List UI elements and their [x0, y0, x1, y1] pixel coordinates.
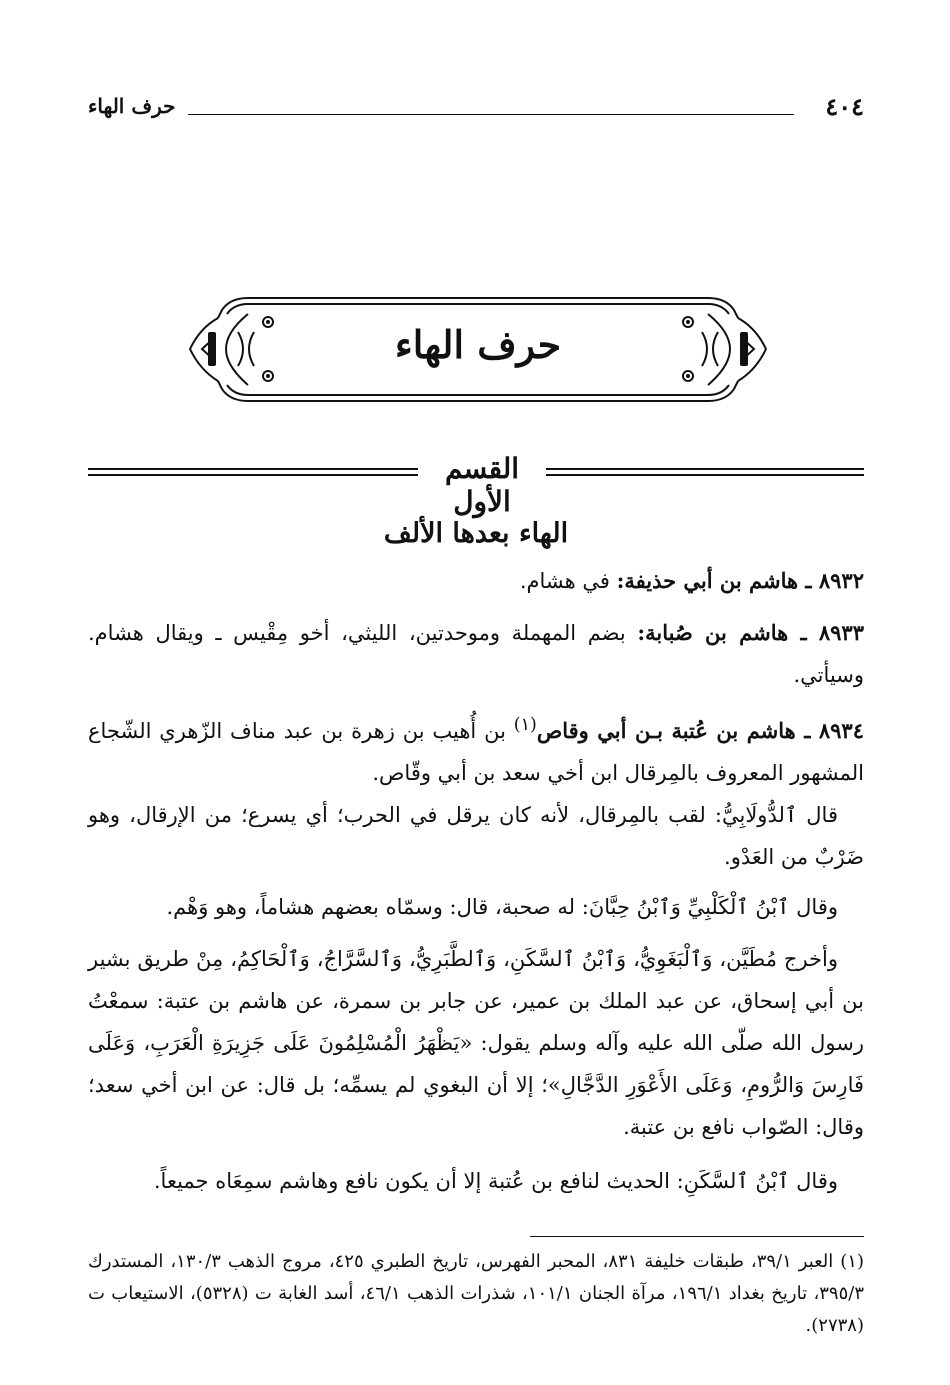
- footnote-rule: [530, 1236, 864, 1237]
- entry-lead: ٨٩٣٤ ـ هاشم بن عُتبة بـن أبي وقاص: [536, 718, 864, 743]
- section-rule-right: [546, 468, 864, 476]
- entry-lead: ٨٩٣٣ ـ هاشم بن صُبابة:: [637, 620, 864, 645]
- section-header: [88, 452, 864, 518]
- subheading: الهاء بعدها الألف: [383, 518, 569, 549]
- entry-text: بن أُهيب بن زهرة بن عبد مناف الزّهري الشّجاع المشهور المعروف بالمِرقال ابن أخي سعد بن أبي وقّاص.: [88, 719, 864, 785]
- running-header: [88, 92, 864, 122]
- running-title: حرف الهاء: [88, 94, 176, 118]
- section-rule-left: [88, 468, 418, 476]
- paragraph: وأخرج مُطَيَّن، وَٱلْبَغَوِيُّ، وَٱبْنُ ٱلسَّكَنِ، وَٱلطَّبَرِيُّ، وَٱلسَّرَّاجُ، وَٱلْحَاكِمُ، مِنْ طريق بشير بن أبي إسحاق، عن عبد الملك بن عمير، عن جابر بن سمرة، عن هاشم بن عتبة: سمعْتُ رسول الله صلّى الله عليه وآله وسلم يقول: «يَظْهَرُ الْمُسْلِمُونَ عَلَى جَزِيرَةِ الْعَرَبِ، وَعَلَى فَارِسَ وَالرُّومِ، وَعَلَى الأَعْوَرِ الدَّجَّالِ»؛ إلا أن البغوي لم يسمِّه؛ بل قال: عن ابن أخي سعد؛ وقال: الصّواب نافع بن عتبة.: [88, 947, 864, 1139]
- header-rule: [188, 114, 794, 115]
- page-number: ٤٠٤: [825, 92, 864, 121]
- entry-lead: ٨٩٣٢ ـ هاشم بن أبي حذيفة:: [616, 568, 864, 593]
- paragraph: وقال ٱبْنُ ٱلْكَلْبِيِّ وَٱبْنُ حِبَّانَ: له صحبة، قال: وسمّاه بعضهم هشاماً، وهو وَهْم.: [166, 895, 838, 919]
- chapter-title: حرف الهاء: [394, 322, 562, 367]
- footnote-ref: (١): [513, 715, 537, 735]
- entry-8934: [88, 704, 864, 794]
- entry-text: في هشام.: [519, 569, 617, 593]
- chapter-title-frame: [178, 292, 778, 407]
- paragraph: وقال ٱبْنُ ٱلسَّكَنِ: الحديث لنافع بن عُتبة إلا أن يكون نافع وهاشم سمِعَاه جميعاً.: [153, 1169, 838, 1193]
- paragraph: قال ٱلدُّولَابِيُّ: لقب بالمِرقال، لأنه كان يرقل في الحرب؛ أي يسرع؛ من الإرقال، وهو ضَرْبٌ من العَدْو.: [88, 803, 864, 869]
- entry-text: بضم المهملة وموحدتين، الليثي، أخو مِقْيس ـ ويقال هشام. وسيأتي.: [88, 621, 864, 687]
- entry-8932: [88, 560, 864, 602]
- section-title: القسم الأول: [444, 452, 520, 518]
- entry-8933: [88, 612, 864, 696]
- footnote: (١) العبر ٣٩/١، طبقات خليفة ٨٣١، المحبر الفهرس، تاريخ الطبري ٤٢٥، مروج الذهب ١٣٠/٣، المستدرك ٣٩٥/٣، تاريخ بغداد ١٩٦/١، مرآة الجنان ١٠١/١، شذرات الذهب ٤٦/١، أسد الغابة ت (٥٣٢٨)، الاستيعاب ت (٢٧٣٨).: [88, 1251, 865, 1336]
